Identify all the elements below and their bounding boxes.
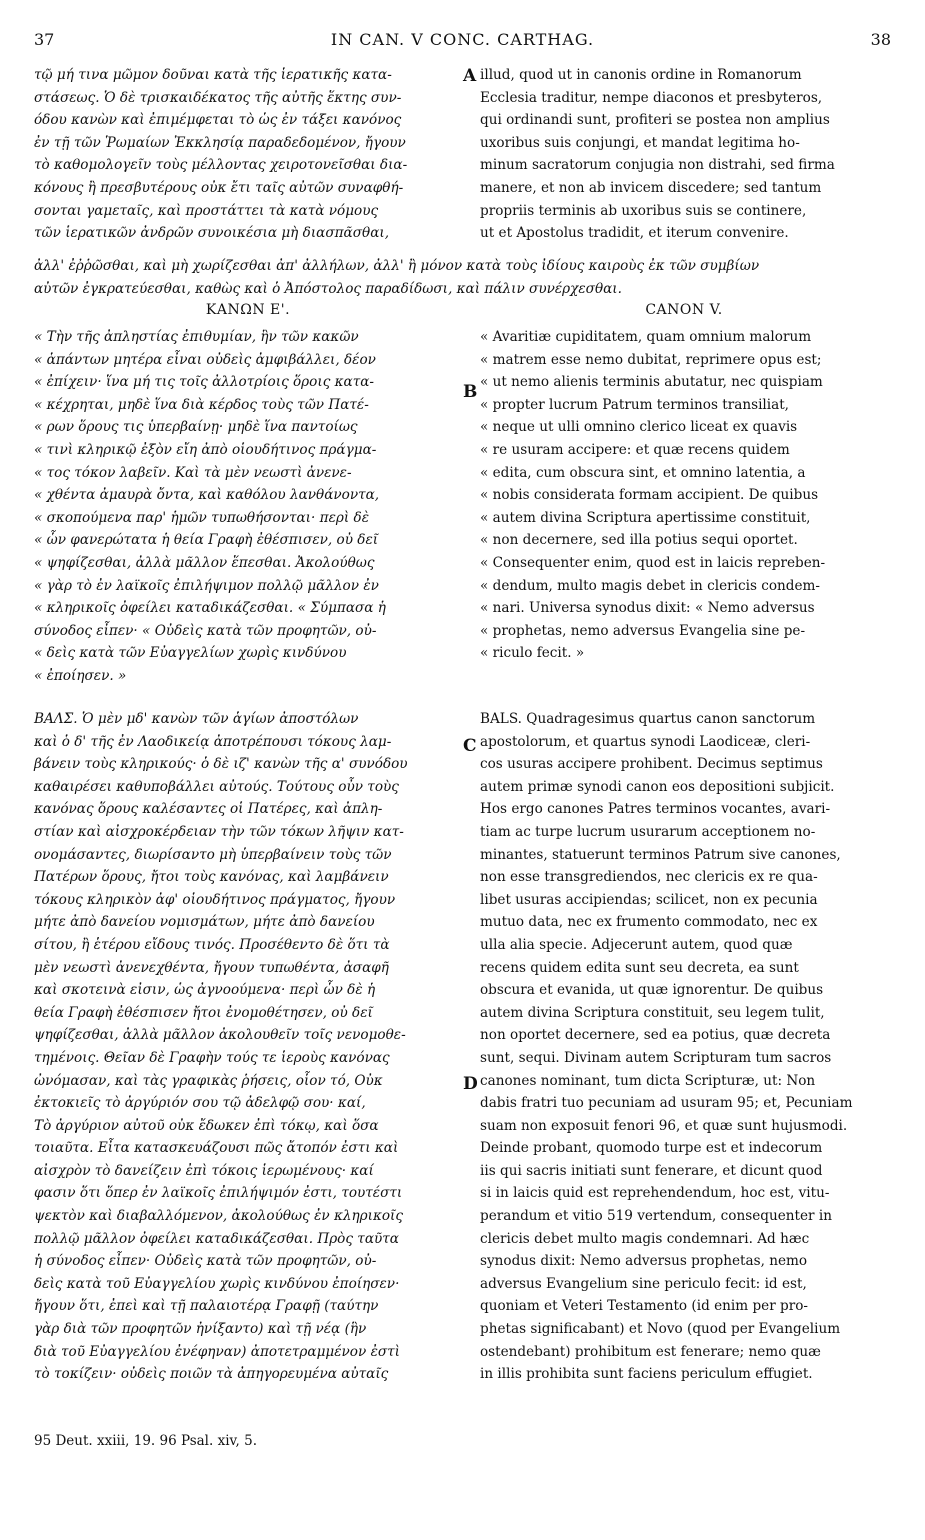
greek-line: « ρων ὅρους τις ὑπερβαίνῃ· μηδὲ ἵνα παντοίως [34, 419, 358, 436]
greek-line: ονομάσαντες, διωρίσαντο μὴ ὑπερβαίνειν τοὺς τῶν [34, 846, 392, 863]
greek-line: « τος τόκον λαβεῖν. Καὶ τὰ μὲν νεωστὶ ἀνενε- [34, 464, 352, 481]
greek-line: σίτου, ἢ ἑτέρου εἴδους τινός. Προσέθεντο δὲ ὅτι τὰ [34, 936, 390, 953]
greek-wide-line: αὐτῶν ἐγκρατεύεσθαι, καθὼς καὶ ὁ Ἀπόστολος παραδίδωσι, καὶ πάλιν συνέρχεσθαι. [34, 280, 622, 297]
latin-line: « autem divina Scriptura apertissime constituit, [480, 509, 811, 526]
greek-line: « Τὴν τῆς ἀπληστίας ἐπιθυμίαν, ἣν τῶν κακῶν [34, 329, 359, 345]
margin-mark-a: A [463, 66, 477, 86]
latin-line: apostolorum, et quartus synodi Laodiceæ, cleri- [480, 733, 811, 750]
greek-line: ὠνόμασαν, καὶ τὰς γραφικὰς ῥήσεις, οἷον τό, Οὐκ [34, 1072, 383, 1089]
greek-balsamon-block [34, 708, 462, 1386]
greek-line: διὰ τοῦ Εὐαγγελίου ἐνέφηναν) ἀποτετραμμένον ἐστὶ [34, 1343, 401, 1360]
latin-line: phetas significabant) et Novo (quod per Evangelium [480, 1321, 841, 1338]
running-header [0, 30, 925, 60]
greek-line: τημένοις. Θεῖαν δὲ Γραφὴν τούς τε ἱεροὺς κανόνας [34, 1049, 390, 1066]
latin-line: « non decernere, sed illa potius sequi oportet. [480, 532, 798, 549]
greek-line: ἤγουν ὅτι, ἐπεὶ καὶ τῇ παλαιοτέρᾳ Γραφῇ (ταύτην [34, 1298, 379, 1315]
greek-line: ψεκτὸν καὶ διαβαλλόμενον, ἀκολούθως ἐν κληρικοῖς [34, 1208, 403, 1225]
greek-line: βάνειν τοὺς κληρικούς· ὁ δὲ ιζ' κανὼν τῆς α' συνόδου [34, 756, 408, 773]
latin-line: « matrem esse nemo dubitat, reprimere opus est; [480, 351, 822, 368]
latin-line: « nobis considerata formam accipient. De quibus [480, 487, 819, 504]
page-number-right: 38 [870, 30, 891, 49]
latin-line: « nari. Universa synodus dixit: « Nemo adversus [480, 600, 815, 617]
greek-line: ψηφίζεσθαι, ἀλλὰ μᾶλλον ἀκολουθεῖν τοῖς νενομοθε- [34, 1027, 406, 1044]
greek-canon-block [34, 326, 462, 688]
latin-line: « neque ut ulli omnino clerico liceat ex quavis [480, 419, 798, 436]
greek-line: τοιαῦτα. Εἶτα κατασκευάζουσι πῶς ἄτοπόν ἐστι καὶ [34, 1140, 399, 1157]
latin-line: quoniam et Veteri Testamento (id enim per pro- [480, 1298, 809, 1315]
greek-line: τῶν ἱερατικῶν ἀνδρῶν συνοικέσια μὴ διασπᾶσθαι, [34, 225, 390, 242]
latin-line: manere, et non ab invicem discedere; sed tantum [480, 179, 822, 196]
greek-line: στίαν καὶ αἰσχροκέρδειαν τὴν τῶν τόκων λῆψιν κατ- [34, 823, 404, 840]
greek-line: στάσεως. Ὁ δὲ τρισκαιδέκατος τῆς αὐτῆς ἕκτης συν- [34, 89, 402, 106]
latin-line: « propter lucrum Patrum terminos transiliat, [480, 396, 790, 413]
latin-line: « riculo fecit. » [480, 645, 585, 662]
greek-line: καὶ ὁ δ' τῆς ἐν Λαοδικείᾳ ἀποτρέπουσι τόκους λαμ- [34, 733, 392, 750]
latin-line: mutuo data, nec ex frumento commodato, nec ex [480, 914, 818, 931]
latin-line: canones nominant, tum dicta Scripturæ, ut: Non [480, 1072, 816, 1089]
latin-line: minantes, statuerunt terminos Patrum sive canones, [480, 846, 841, 863]
greek-line: « ψηφίζεσθαι, ἀλλὰ μᾶλλον ἕπεσθαι. Ἀκολούθως [34, 554, 375, 571]
latin-line: cos usuras accipere prohibent. Decimus septimus [480, 756, 823, 773]
latin-line: non oportet decernere, sed ea potius, quæ decreta [480, 1027, 831, 1044]
latin-line: obscura et evanida, ut quæ ignorentur. De quibus [480, 982, 824, 999]
latin-line: propriis terminis ab uxoribus suis se continere, [480, 202, 807, 219]
greek-line: « τινὶ κληρικῷ ἐξὸν εἴη ἀπὸ οἱουδήτινος πράγμα- [34, 441, 377, 458]
greek-line: όδου κανὼν καὶ ἐπιμέμφεται τὸ ὡς ἐν τάξει κανόνος [34, 112, 402, 129]
greek-line: « ὧν φανερώτατα ἡ θεία Γραφὴ ἐθέσπισεν, οὐ δεῖ [34, 532, 379, 549]
greek-line: « δεὶς κατὰ τῶν Εὐαγγελίων χωρὶς κινδύνου [34, 645, 347, 662]
latin-line: clericis debet multo magis condemnari. Ad hæc [480, 1230, 810, 1247]
latin-line: synodus dixit: Nemo adversus prophetas, nemo [480, 1253, 808, 1270]
latin-line: iis qui sacris initiati sunt fenerare, et dicunt quod [480, 1162, 823, 1179]
greek-line: καὶ σκοτεινὰ εἰσιν, ὡς ἀγνοούμενα· περὶ ὧν δὲ ἡ [34, 982, 376, 999]
latin-line: in illis prohibita sunt faciens periculum effugiet. [480, 1366, 813, 1383]
greek-line: κόνους ἢ πρεσβυτέρους οὐκ ἔτι ταῖς αὐτῶν συναφθή- [34, 179, 404, 196]
greek-line: ἡ σύνοδος εἶπεν· Οὐδεὶς κατὰ τῶν προφητῶν, οὐ- [34, 1253, 377, 1270]
latin-line: perandum et vitio 519 vertendum, consequenter in [480, 1208, 832, 1225]
greek-line: μὲν νεωστὶ ἀνενεχθέντα, ἤγουν τυπωθέντα, ἀσαφῆ [34, 959, 389, 976]
greek-line: τὸ τοκίζειν· οὐδεὶς ποιῶν τὰ ἀπηγορευμένα αὐταῖς [34, 1366, 389, 1383]
latin-line: suam non exposuit fenori 96, et quæ sunt hujusmodi. [480, 1117, 848, 1134]
greek-line: γὰρ διὰ τῶν προφητῶν ἠνίξαντο) καὶ τῇ νέᾳ (ἣν [34, 1321, 367, 1338]
greek-line: σύνοδος εἶπεν· « Οὐδεὶς κατὰ τῶν προφητῶν, οὐ- [34, 622, 377, 639]
latin-line: « Consequenter enim, quod est in laicis repreben- [480, 554, 826, 571]
greek-line: θεία Γραφὴ ἐθέσπισεν ἤτοι ἐνομοθέτησεν, οὐ δεῖ [34, 1004, 373, 1021]
greek-line: δεὶς κατὰ τοῦ Εὐαγγελίου χωρὶς κινδύνου ἐποίησεν· [34, 1275, 400, 1292]
greek-line: κανόνας ὅρους καλέσαντες οἱ Πατέρες, καὶ ἀπλη- [34, 801, 383, 818]
latin-line: ut et Apostolus tradidit, et iterum convenire. [480, 225, 789, 242]
greek-top-block [34, 64, 462, 245]
latin-line: « edita, cum obscura sint, et omnino latentia, a [480, 464, 806, 481]
canon-heading-latin: CANON V. [645, 302, 723, 318]
latin-line: « Avaritiæ cupiditatem, quam omnium malorum [480, 329, 812, 345]
greek-wide-line: ἀλλ' ἐῤῥῶσθαι, καὶ μὴ χωρίζεσθαι ἀπ' ἀλλήλων, ἀλλ' ἢ μόνον κατὰ τοὺς ἰδίους καιροὺς ἐκ τῶν συμβίων [34, 258, 760, 274]
latin-line: autem divina Scriptura constituit, seu legem tulit, [480, 1004, 825, 1021]
latin-line: qui ordinandi sunt, profiteri se postea non amplius [480, 112, 830, 129]
greek-line: τῷ μή τινα μῶμον δοῦναι κατὰ τῆς ἱερατικῆς κατα- [34, 67, 392, 83]
greek-line: τόκους κληρικὸν ἀφ' οἱουδήτινος πράγματος, ἤγουν [34, 891, 396, 908]
greek-line: καθαιρέσει καθυποβάλλει αὐτούς. Τούτους οὖν τοὺς [34, 778, 399, 795]
latin-canon-block [480, 326, 888, 665]
greek-line: ἐκτοκιεῖς τὸ ἀργύριόν σου τῷ ἀδελφῷ σου· καί, [34, 1095, 366, 1112]
latin-line: minum sacratorum conjugia non distrahi, sed firma [480, 157, 835, 174]
latin-line: si in laicis quid est reprehendendum, hoc est, vitu- [480, 1185, 830, 1202]
latin-top-block [480, 64, 888, 245]
latin-line: ulla alia specie. Adjecerunt autem, quod quæ [480, 936, 793, 953]
greek-line: « γὰρ τὸ ἐν λαϊκοῖς ἐπιλήψιμον πολλῷ μᾶλλον ἐν [34, 577, 379, 594]
latin-line: sunt, sequi. Divinam autem Scripturam tum sacros [480, 1049, 832, 1066]
greek-line: « κέχρηται, μηδὲ ἵνα διὰ κέρδος τοὺς τῶν Πατέ- [34, 396, 369, 413]
greek-line: ἐν τῇ τῶν Ῥωμαίων Ἐκκλησίᾳ παραδεδομένον, ἤγουν [34, 134, 406, 151]
greek-line: Πατέρων ὅρους, ἤτοι τοὺς κανόνας, καὶ λαμβάνειν [34, 869, 389, 886]
latin-line: Ecclesia traditur, nempe diaconos et presbyteros, [480, 89, 823, 106]
latin-line: autem primæ synodi canon eos depositioni subjicit. [480, 778, 835, 795]
latin-line: ostendebant) prohibitum est fenerare; nemo quæ [480, 1343, 821, 1360]
latin-line: recens quidem edita sunt seu decreta, ea sunt [480, 959, 799, 976]
greek-line: « ἐποίησεν. » [34, 667, 127, 684]
greek-line: « ἁπάντων μητέρα εἶναι οὐδεὶς ἀμφιβάλλει, δέον [34, 351, 376, 368]
latin-line: Hos ergo canones Patres terminos vocantes, avari- [480, 801, 831, 818]
greek-wide-block [34, 255, 888, 300]
latin-line: non esse transgrediendos, nec clericis ex re qua- [480, 869, 818, 886]
latin-line: « re usuram accipere: et quæ recens quidem [480, 441, 790, 458]
latin-line: Deinde probant, quomodo turpe est et indecorum [480, 1140, 823, 1157]
greek-line: « ἐπίχειν· ἵνα μή τις τοῖς ἀλλοτρίοις ὅροις κατα- [34, 374, 375, 391]
footnotes: 95 Deut. xxiii, 19. 96 Psal. xiv, 5. [34, 1433, 257, 1449]
greek-line: πολλῷ μᾶλλον ὀφείλει καταδικάζεσθαι. Πρὸς ταῦτα [34, 1230, 399, 1247]
greek-line: « κληρικοῖς ὀφείλει καταδικάζεσθαι. « Σύμπασα ἡ [34, 600, 386, 617]
margin-mark-b: B [463, 382, 478, 402]
latin-line: illud, quod ut in canonis ordine in Romanorum [480, 67, 802, 83]
greek-line: « σκοπούμενα παρ' ἡμῶν τυπωθήσονται· περὶ δὲ [34, 509, 369, 526]
latin-line: dabis fratri tuo pecuniam ad usuram 95; et, Pecuniam [480, 1095, 853, 1112]
margin-mark-d: D [463, 1074, 478, 1094]
latin-balsamon-block [480, 708, 888, 1386]
latin-line: BALS. Quadragesimus quartus canon sanctorum [480, 711, 816, 727]
latin-line: libet usuras accipiendas; scilicet, non ex pecunia [480, 891, 818, 908]
canon-heading-greek: ΚΑΝΩΝ Ε'. [205, 302, 291, 318]
latin-line: « dendum, multo magis debet in clericis condem- [480, 577, 821, 594]
latin-line: « ut nemo alienis terminis abutatur, nec quispiam [480, 374, 823, 391]
greek-line: αἰσχρὸν τὸ δανείζειν ἐπὶ τόκοις ἱερωμένους· καί [34, 1162, 374, 1179]
greek-line: φασιν ὅτι ὅπερ ἐν λαϊκοῖς ἐπιλήψιμόν ἐστι, τουτέστι [34, 1185, 403, 1202]
margin-mark-c: C [463, 736, 477, 756]
latin-line: « prophetas, nemo adversus Evangelia sine pe- [480, 622, 806, 639]
page-number-left: 37 [34, 30, 55, 49]
greek-line: σονται γαμεταῖς, καὶ προστάττει τὰ κατὰ νόμους [34, 202, 379, 219]
greek-line: ΒΑΛΣ. Ὁ μὲν μδ' κανὼν τῶν ἁγίων ἀποστόλων [34, 711, 359, 727]
latin-line: uxoribus suis conjungi, et mandat legitima ho- [480, 134, 800, 151]
greek-line: μήτε ἀπὸ δανείου νομισμάτων, μήτε ἀπὸ δανείου [34, 914, 375, 931]
greek-line: « χθέντα ἀμαυρὰ ὄντα, καὶ καθόλου λανθάνοντα, [34, 487, 380, 504]
greek-line: Τὸ ἀργύριον αὐτοῦ οὐκ ἔδωκεν ἐπὶ τόκῳ, καὶ ὅσα [34, 1117, 379, 1134]
running-title: IN CAN. V CONC. CARTHAG. [330, 30, 595, 49]
latin-line: adversus Evangelium sine periculo fecit: id est, [480, 1275, 807, 1292]
greek-line: τὸ καθομολογεῖν τοὺς μέλλοντας χειροτονεῖσθαι δια- [34, 157, 408, 174]
latin-line: tiam ac turpe lucrum usurarum acceptionem no- [480, 823, 816, 840]
